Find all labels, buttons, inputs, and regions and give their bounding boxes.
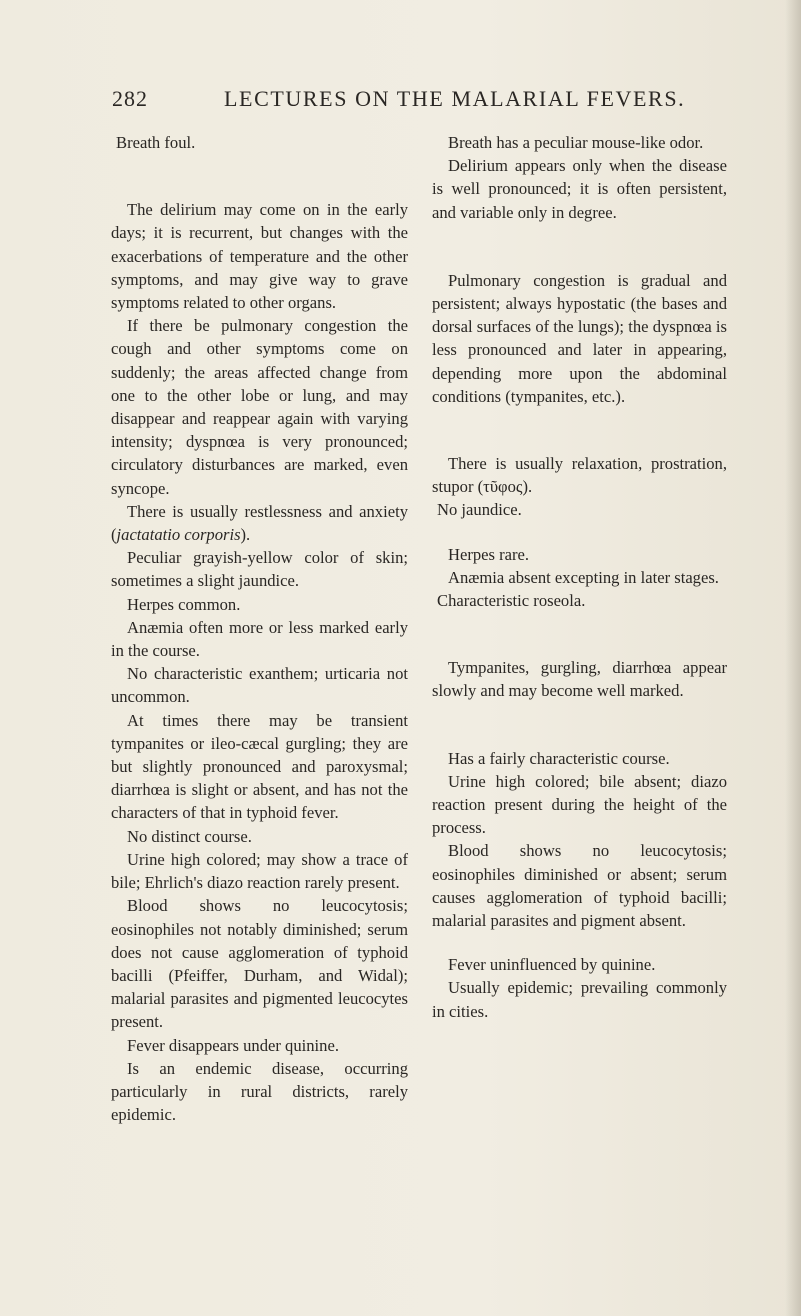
left-restlessness-tail: ). <box>240 525 251 545</box>
left-restlessness <box>111 500 408 546</box>
left-endemic: Is an endemic disease, occurring particularly in rural districts, rarely epidemic. <box>111 1058 408 1125</box>
left-course: No distinct course. <box>127 826 252 846</box>
right-breath: Breath has a peculiar mouse-like odor. <box>448 133 704 152</box>
right-course: Has a fairly characteristic course. <box>448 748 670 768</box>
left-restlessness-italic: jactatatio corporis <box>116 525 241 545</box>
left-blood: Blood shows no leucocytosis; eosinophiles not notably diminished; serum does not cause agglomeration of typhoid bacilli (Pfeiffer, Durham, and Widal); malarial parasites and pigmented leucocytes present. <box>111 896 408 1032</box>
left-restlessness-text: There is usually restlessness and anxiety ( <box>111 501 408 545</box>
right-herpes: Herpes rare. <box>448 544 530 564</box>
left-fever: Fever disappears under quinine. <box>127 1035 339 1055</box>
page-number: 282 <box>112 86 148 111</box>
left-column-malarial <box>111 131 408 1126</box>
left-pulmonary: If there be pulmonary congestion the cough and other symptoms come on suddenly; the areas affected change from one to the other lobe or lung, and may disappear and reappear again with varying intensity; dyspnœa is very pronounced; circulatory disturbances are marked, even syncope. <box>111 316 408 498</box>
right-relaxation: There is usually relaxation, prostration, stupor (τῦφος). <box>432 454 727 497</box>
left-delirium: The delirium may come on in the early days; it is recurrent, but changes with the exacerbations of temperature and the other symptoms, and may give way to grave symptoms related to other organs. <box>111 200 408 313</box>
left-tympanites: At times there may be transient tympanites or ileo-cæcal gurgling; they are but slightly pronounced and paroxysmal; diarrhœa is slight or absent, and has not the characters of that in typhoid fever. <box>111 710 408 823</box>
left-anaemia: Anæmia often more or less marked early in the course. <box>111 617 408 661</box>
right-tympanites: Tympanites, gurgling, diarrhœa appear slowly and may become well marked. <box>432 658 727 701</box>
right-column-typhoid <box>432 131 727 1023</box>
right-roseola: Characteristic roseola. <box>437 591 586 611</box>
right-fever: Fever uninfluenced by quinine. <box>448 955 656 975</box>
page-edge-shadow <box>785 0 801 1316</box>
left-skin-color: Peculiar grayish-yellow color of skin; sometimes a slight jaundice. <box>111 548 408 591</box>
right-jaundice: No jaundice. <box>437 500 522 520</box>
right-urine: Urine high colored; bile absent; diazo reaction present during the height of the process. <box>432 771 727 838</box>
left-breath: Breath foul. <box>116 133 196 152</box>
left-herpes: Herpes common. <box>127 594 241 614</box>
running-title: LECTURES ON THE MALARIAL FEVERS. <box>224 86 686 111</box>
right-epidemic: Usually epidemic; prevailing commonly in cities. <box>432 978 727 1021</box>
left-exanthem: No characteristic exanthem; urticaria not uncommon. <box>111 664 408 707</box>
left-urine: Urine high colored; may show a trace of bile; Ehrlich's diazo reaction rarely present. <box>111 849 408 893</box>
right-pulmonary: Pulmonary congestion is gradual and persistent; always hypostatic (the bases and dorsal surfaces of the lungs); the dyspnœa is less pronounced and later in appearing, depending more upon the abdominal conditions (tympanites, etc.). <box>432 270 727 406</box>
right-blood: Blood shows no leucocytosis; eosinophiles diminished or absent; serum causes agglomeration of typhoid bacilli; malarial parasites and pigment absent. <box>432 841 727 931</box>
right-delirium: Delirium appears only when the disease is well pronounced; it is often persistent, and variable only in degree. <box>432 156 727 222</box>
right-anaemia: Anæmia absent excepting in later stages. <box>448 567 719 587</box>
